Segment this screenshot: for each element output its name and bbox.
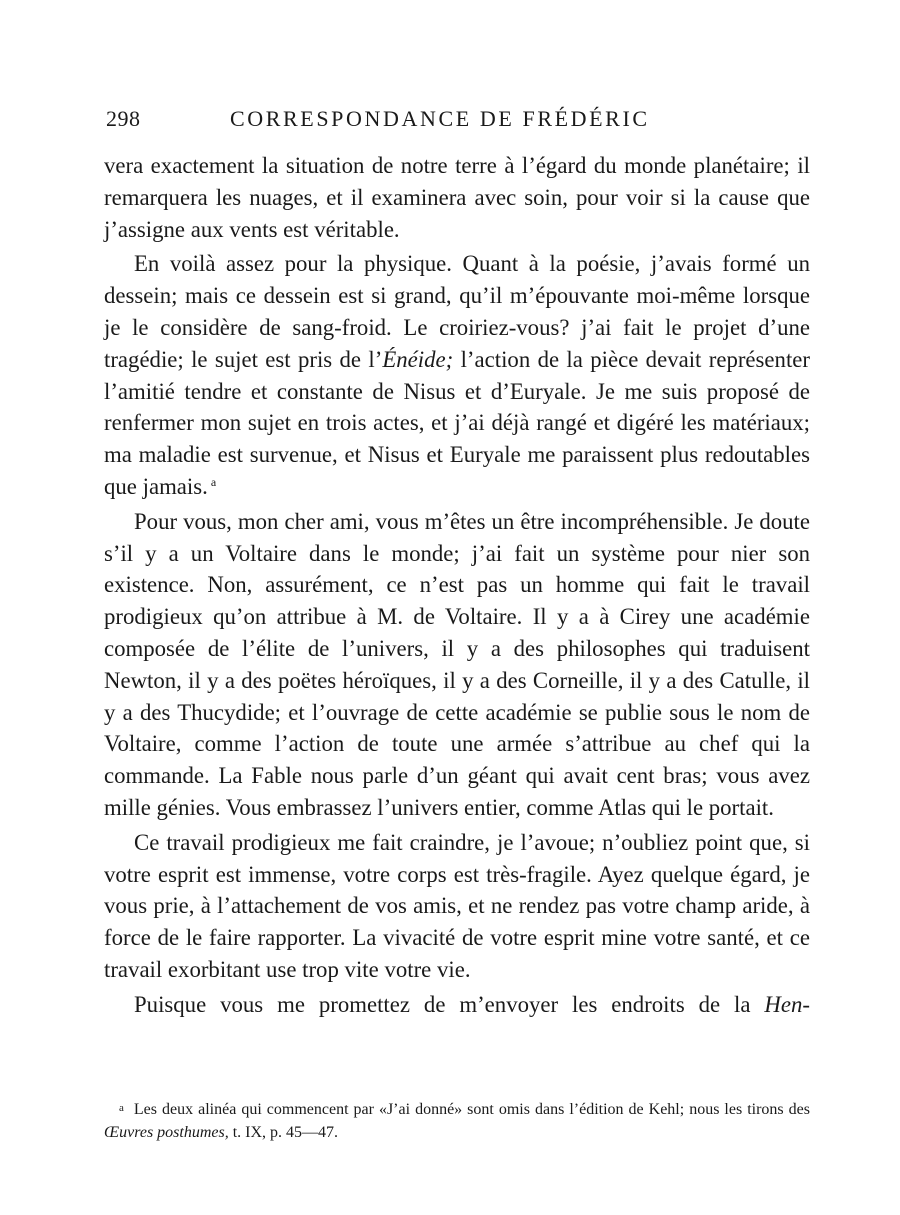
paragraph-text: Puisque vous me promettez de m’envoyer les endroits de la: [134, 991, 765, 1017]
footnote-text: Les deux alinéa qui commencent par «J’ai donné» sont omis dans l’édition de Kehl; nous les tirons des: [133, 1101, 810, 1118]
footnote-reference: a: [210, 474, 217, 489]
paragraph-text: vera exactement la situation de notre terre à l’égard du monde planétaire; il remarquera les nuages, et il examinera avec soin, pour voir si la cause que j’assigne aux vents est véritable.: [104, 153, 810, 242]
running-head: [106, 106, 806, 138]
paragraph-text: Ce travail prodigieux me fait craindre, je l’avoue; n’oubliez point que, si votre esprit est immense, votre corps est très-fragile. Ayez quelque égard, je vous prie, à l’attachement de vos amis, et ne rendez pas votre champ aride, à force de le faire rapporter. La vivacité de votre esprit mine votre santé, et ce travail exorbitant use trop vite votre vie.: [104, 829, 810, 982]
footnote: [104, 1097, 810, 1144]
footnote-marker: a: [119, 1102, 124, 1114]
paragraph-text: En voilà assez pour la physique. Quant à la poésie, j’avais formé un dessein; mais ce dessein est si grand, qu’il m’épouvante moi-même lorsque je le considère de sang-froid. Le croiriez-vous? j’ai fait le projet d’une tragédie; le sujet est pris de l’: [104, 251, 810, 372]
paragraph-text: Pour vous, mon cher ami, vous m’êtes un être incompréhensible. Je doute s’il y a un Voltaire dans le monde; j’ai fait un système pour nier son existence. Non, assurément, ce n’est pas un homme qui fait le travail prodigieux qu’on attribue à M. de Voltaire. Il y a à Cirey une académie composée de l’élite de l’univers, il y a des philosophes qui traduisent Newton, il y a des poëtes héroïques, il y a des Corneille, il y a des Catulle, il y a des Thucydide; et l’ouvrage de cette académie se publie sous le nom de Voltaire, comme l’action de toute une armée s’attribue au chef qui la commande. La Fable nous parle d’un géant qui avait cent bras; vous avez mille génies. Vous embrassez l’univers entier, comme Atlas qui le portait.: [104, 508, 810, 820]
page-number: 298: [106, 106, 141, 131]
paragraph-tragedy: [104, 248, 810, 502]
footnote-paragraph: [104, 1097, 810, 1144]
footnote-text-end: t. IX, p. 45—47.: [228, 1124, 339, 1141]
body-text: [104, 150, 810, 1021]
italic-title-eneide: Énéide;: [382, 346, 454, 372]
footnote-italic-title: Œuvres posthumes,: [104, 1124, 229, 1141]
paragraph-continuation: [104, 150, 810, 245]
paragraph-voltaire: [104, 506, 810, 824]
paragraph-text: l’action de la pièce devait représenter l’amitié tendre et constante de Nisus et d’Euryale. Je me suis proposé de renfermer mon sujet en trois actes, et j’ai déjà rangé et digéré les matériaux; ma maladie est survenue, et Nisus et Euryale me paraissent plus redoutables que jamais.: [104, 346, 810, 499]
running-head-title: CORRESPONDANCE DE FRÉDÉRIC: [230, 106, 650, 131]
italic-title-henriade: Hen-: [764, 991, 810, 1017]
paragraph-travail: [104, 827, 810, 986]
paragraph-henriade: [104, 989, 810, 1021]
